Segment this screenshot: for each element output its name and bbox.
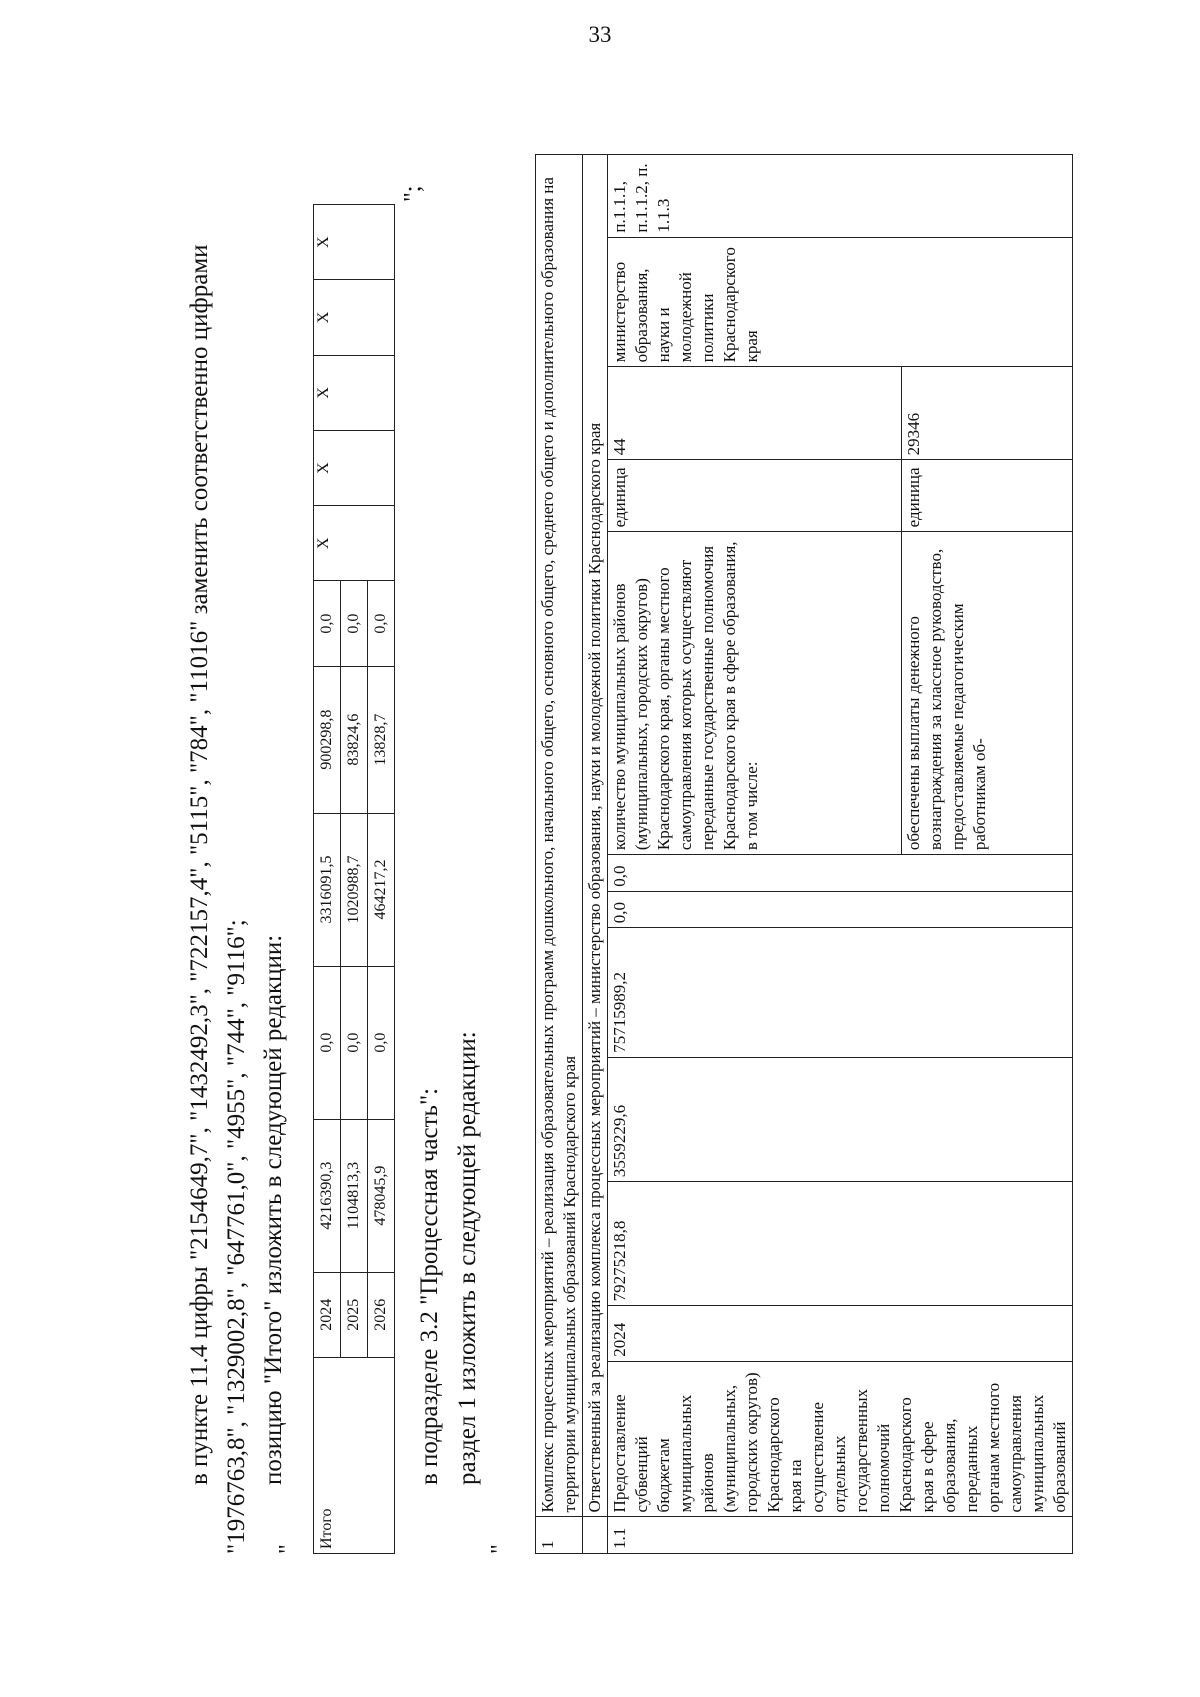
item-local: 0,0 xyxy=(608,891,1073,928)
value-cell: 900298,8 xyxy=(314,666,341,813)
value-cell: 0,0 xyxy=(341,966,368,1119)
item-total: 79275218,8 xyxy=(608,1182,1073,1306)
year-cell: 2025 xyxy=(341,1272,368,1357)
item-year: 2024 xyxy=(608,1306,1073,1361)
value-cell: 478045,9 xyxy=(368,1119,395,1272)
indicator-2: обеспечены выплаты денежного вознаграждения за классное руководство, предоставляемые педагогическим работникам об- xyxy=(902,532,1073,855)
item-other: 0,0 xyxy=(608,855,1073,892)
value-cell: 0,0 xyxy=(368,966,395,1119)
x-cell: Х xyxy=(314,205,395,280)
value-cell: 3316091,5 xyxy=(314,813,341,966)
value-cell: 464217,2 xyxy=(368,813,395,966)
year-cell: 2026 xyxy=(368,1272,395,1357)
itogo-table xyxy=(313,204,395,1554)
value-cell: 4216390,3 xyxy=(314,1119,341,1272)
table-row xyxy=(608,155,902,1554)
x-cell: Х xyxy=(314,430,395,505)
rotated-content xyxy=(185,120,1145,1620)
intro-line-4: в подразделе 3.2 "Процессная часть": xyxy=(416,1087,443,1485)
x-cell: Х xyxy=(314,506,395,581)
intro-line-1: в пункте 11.4 цифры "2154649,7", "1432492,3", "722157,4", "5115", "784", "11016" заменить соответственно цифрами xyxy=(186,244,213,1485)
value-cell: 0,0 xyxy=(368,581,395,666)
item-executor: министерство образования, науки и молодежной политики Краснодарского края xyxy=(608,237,1073,367)
responsible-title: Ответственный за реализацию комплекса процессных мероприятий – министерство образования, науки и молодежной политики Краснодарского края xyxy=(583,155,608,1517)
value-cell: 0,0 xyxy=(314,966,341,1119)
item-refs: п.1.1.1, п.1.1.2, п. 1.1.3 xyxy=(608,155,1073,238)
close-quote: "; xyxy=(400,185,426,202)
indicator-1-value: 44 xyxy=(608,367,902,460)
open-quote: " xyxy=(275,1544,301,1554)
indicator-1: количество муниципальных районов (муниципальных, городских округов) Краснодарского края, органы местного самоуправления которых осуществляют переданные государственные полномочия Краснодарского края в сфере образования, в том числе: xyxy=(608,532,902,855)
table-row xyxy=(314,205,341,1554)
value-cell: 1104813,3 xyxy=(341,1119,368,1272)
row-number: 1 xyxy=(536,1517,583,1554)
table-row xyxy=(583,155,608,1554)
table-row xyxy=(536,155,583,1554)
intro-line-2: "1976763,8", "1329002,8", "647761,0", "4955", "744", "9116"; xyxy=(223,919,250,1554)
indicator-2-value: 29346 xyxy=(902,367,1073,460)
value-cell: 1020988,7 xyxy=(341,813,368,966)
intro-line-3: позицию "Итого" изложить в следующей редакции: xyxy=(260,934,287,1485)
value-cell: 0,0 xyxy=(314,581,341,666)
itogo-label: Итого xyxy=(314,1357,395,1553)
indicator-1-unit: единица xyxy=(608,460,902,532)
indicator-2-unit: единица xyxy=(902,460,1073,532)
year-cell: 2024 xyxy=(314,1272,341,1357)
page-number: 33 xyxy=(588,22,612,47)
item-number: 1.1 xyxy=(608,1517,1073,1554)
value-cell: 13828,7 xyxy=(368,666,395,813)
x-cell: Х xyxy=(314,355,395,430)
open-quote-2: " xyxy=(487,1544,513,1554)
row-number-empty xyxy=(583,1517,608,1554)
item-name: Предоставление субвенций бюджетам муниципальных районов (муниципальных, городских округов) Краснодарского края на осуществление отдельных государственных полномочий Краснодарского края в сфере образования, переданных органам местного самоуправления муниципальных образований xyxy=(608,1361,1073,1517)
value-cell: 0,0 xyxy=(341,581,368,666)
value-cell: 83824,6 xyxy=(341,666,368,813)
x-cell: Х xyxy=(314,280,395,355)
section-table xyxy=(535,154,1073,1554)
intro-line-5: раздел 1 изложить в следующей редакции: xyxy=(454,1031,481,1485)
complex-title: Комплекс процессных мероприятий – реализация образовательных программ дошкольного, начального общего, основного общего, среднего общего и дополнительного образования на территории муниципальных образований Краснодарского края xyxy=(536,155,583,1517)
item-federal: 3559229,6 xyxy=(608,1057,1073,1181)
item-regional: 75715989,2 xyxy=(608,928,1073,1058)
